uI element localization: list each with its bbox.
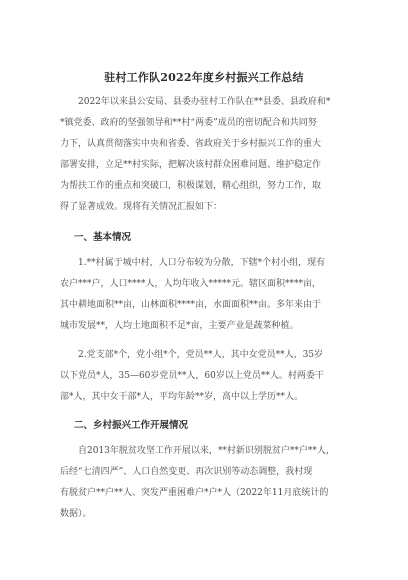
text-line: 部署安排，立足**村实际，把解决该村群众困难问题、维护稳定作 [60,160,322,170]
text-line: 数据）。 [60,509,92,519]
text-line: 其中耕地面积**亩，山林面积****亩，水面面积**亩。多年来由于 [60,300,322,310]
text-line: 为帮扶工作的重点和突破口，积极谋划，精心组织，努力工作，取 [60,181,322,191]
paragraph-party-branch [60,345,360,408]
text-line: 有脱贫户**户**人、突发严重困难户*户*人（2022年11月底统计的 [60,488,329,498]
text-line: 力下，认真贯彻落实中央和省委、省政府关于乡村振兴工作的重大 [60,139,322,149]
intro-paragraph [60,92,360,218]
paragraph-village-overview [60,253,360,337]
paragraph-poverty-alleviation [60,441,360,525]
text-line: 得了显著成效。现将有关情况汇报如下： [60,202,223,212]
text-line: 后经“七清四严”、人口自然变更、再次识别等动态调整，我村现 [60,467,313,477]
document-title: 驻村工作队2022年度乡村振兴工作总结 [104,71,304,84]
text-line: 部*人，其中女干部*人，平均年龄**岁，高中以上学历**人。 [60,392,304,402]
text-line: 以下党员*人，35—60岁党员**人，60岁以上党员**人。村两委干 [60,371,324,381]
text-line: *镇党委、政府的坚强领导和**村“两委”成员的密切配合和共同努 [60,118,317,128]
section-heading-work-progress: 二、乡村振兴工作开展情况 [74,420,189,431]
text-line: 城市发展**，人均土地面积不足*亩，主要产业是蔬菜种植。 [60,321,299,331]
text-line: 2022年以来县公安局、县委办驻村工作队在**县委、县政府和* [78,97,331,107]
section-heading-basic-info: 一、基本情况 [74,232,132,243]
text-line: 农户***户，人口****人，人均年收入*****元。辖区面积****亩， [60,279,322,289]
text-line: 自2013年脱贫攻坚工作开展以来，**村新识别脱贫户**户**人， [78,446,335,456]
text-line: 2.党支部*个，党小组*个，党员**人，其中女党员**人，35岁 [78,350,324,360]
text-line: 1.**村属于城中村，人口分布较为分散，下辖*个村小组，现有 [78,258,326,268]
